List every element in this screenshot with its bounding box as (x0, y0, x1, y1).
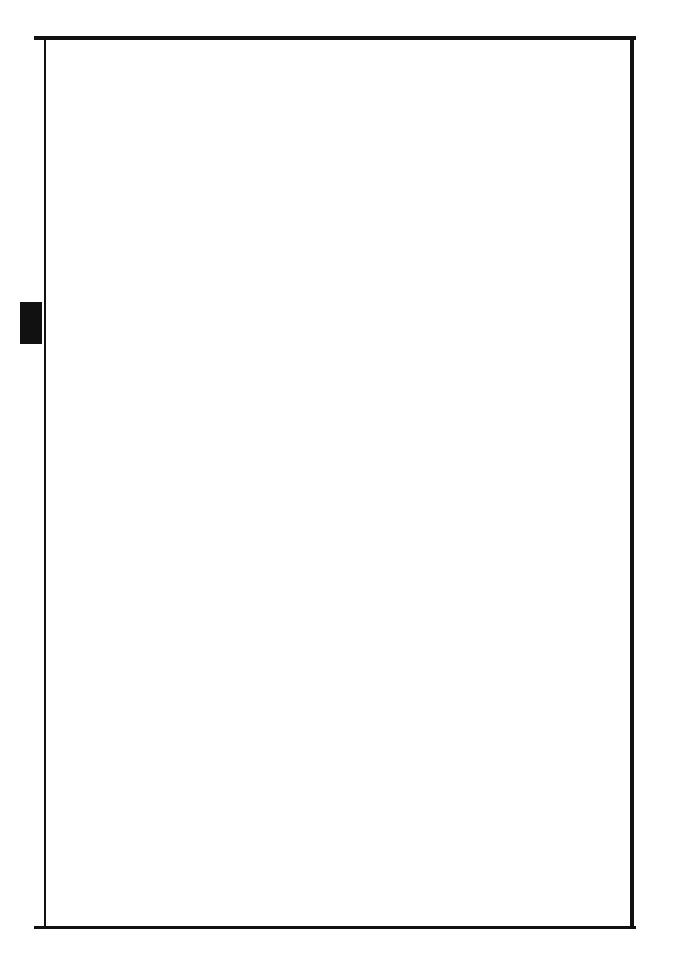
frame-top-rule (34, 36, 636, 40)
frame-right-rule (630, 36, 634, 929)
fishtail-tab (20, 302, 42, 344)
binding-strip (20, 40, 42, 900)
frame-bottom-rule (34, 926, 636, 929)
frame-left-rule (44, 36, 46, 929)
